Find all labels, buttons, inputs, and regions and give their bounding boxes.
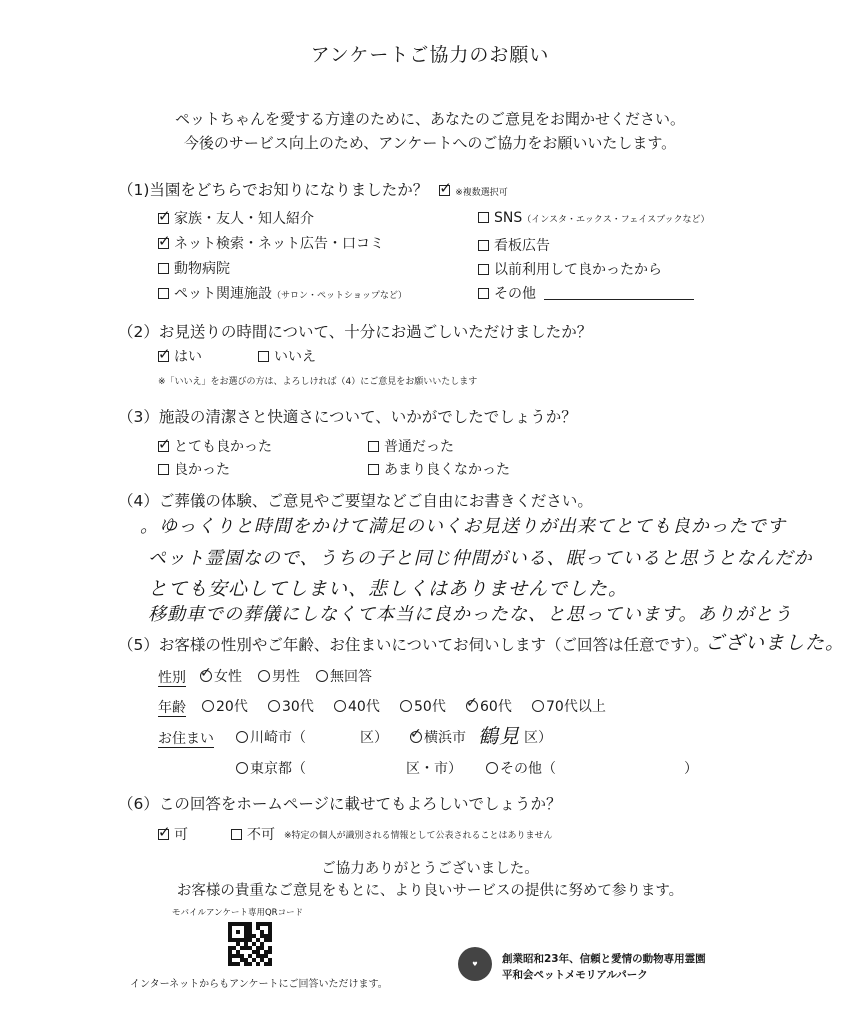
checkbox-icon[interactable] — [158, 288, 169, 299]
age-50s[interactable] — [400, 696, 446, 716]
age-20s[interactable] — [202, 696, 248, 716]
q3-good[interactable] — [158, 459, 230, 479]
q1-multi-note: ※複数選択可 — [455, 188, 508, 198]
option-label: 60代 — [480, 699, 512, 715]
radio-icon[interactable] — [202, 700, 214, 712]
option-label: SNS — [494, 210, 523, 226]
radio-icon[interactable] — [268, 700, 280, 712]
q2-no[interactable] — [258, 346, 316, 366]
gender-label: 性別 — [158, 670, 186, 686]
checkbox-icon[interactable] — [231, 829, 242, 840]
q2-yes[interactable] — [158, 346, 202, 366]
option-label: 東京都（ — [250, 761, 306, 777]
home-other[interactable] — [486, 758, 556, 778]
checkbox-icon[interactable] — [368, 464, 379, 475]
option-sub: （インスタ・エックス・フェイスブックなど） — [522, 215, 710, 225]
q6-label: （6）この回答をホームページに載せてもよろしいでしょうか？ — [118, 795, 562, 813]
radio-icon[interactable] — [400, 700, 412, 712]
option-label: 40代 — [348, 699, 380, 715]
q1-option-other[interactable] — [478, 283, 694, 303]
checkbox-icon[interactable] — [478, 212, 489, 223]
q5-label: （5）お客様の性別やご年齢、お住まいについてお伺いします（ご回答は任意です）。 — [118, 636, 709, 654]
tokyo-ku-shi-close: 区・市） — [406, 761, 462, 777]
option-label: 川崎市（ — [250, 730, 306, 746]
qr-caption: モバイルアンケート専用QRコード — [172, 908, 304, 918]
option-label: 50代 — [414, 699, 446, 715]
home-label: お住まい — [158, 731, 214, 747]
option-label: 家族・友人・知人紹介 — [174, 211, 314, 227]
checkbox-icon[interactable] — [158, 238, 169, 249]
option-label: はい — [174, 349, 202, 365]
yokohama-ku-close: 区） — [524, 730, 552, 746]
q2-note: ※「いいえ」をお選びの方は、よろしければ（4）にご意見をお願いいたします — [158, 377, 478, 387]
option-label: 女性 — [214, 669, 242, 685]
radio-icon[interactable] — [486, 762, 498, 774]
age-60s[interactable] — [466, 696, 512, 716]
q1-option-pet-facility[interactable] — [158, 283, 407, 303]
q1-option-net[interactable] — [158, 233, 384, 253]
option-label: 普通だった — [384, 439, 454, 455]
intro-line-2: 今後のサービス向上のため、アンケートへのご協力をお願いいたします。 — [183, 134, 677, 152]
option-label: 看板広告 — [494, 238, 550, 254]
home-tokyo[interactable] — [236, 758, 306, 778]
q3-not-good[interactable] — [368, 459, 510, 479]
q6-no[interactable] — [231, 824, 275, 844]
option-label: 無回答 — [330, 669, 372, 685]
company-logo-icon: ♥ — [458, 947, 492, 981]
q1-option-prior-use[interactable] — [478, 259, 662, 279]
handwriting-line-4: 移動車での葬儀にしなくて本当に良かったな、と思っています。ありがとう — [148, 604, 793, 625]
option-label: あまり良くなかった — [384, 462, 510, 478]
option-label: 男性 — [272, 669, 300, 685]
option-label: 不可 — [247, 827, 275, 843]
other-blank-line[interactable] — [544, 298, 694, 300]
q3-normal[interactable] — [368, 436, 454, 456]
radio-icon[interactable] — [532, 700, 544, 712]
q1-label — [118, 178, 508, 200]
company-name: 平和会ペットメモリアルパーク — [502, 969, 648, 981]
option-sub: （サロン・ペットショップなど） — [272, 291, 407, 301]
age-40s[interactable] — [334, 696, 380, 716]
radio-icon[interactable] — [258, 670, 270, 682]
checkbox-icon[interactable] — [258, 351, 269, 362]
checkbox-icon[interactable] — [158, 464, 169, 475]
checkbox-icon[interactable] — [478, 240, 489, 251]
option-label: 可 — [174, 827, 188, 843]
q1-option-sign[interactable] — [478, 235, 550, 255]
gender-none[interactable] — [316, 666, 372, 686]
company-tagline: 創業昭和23年、信頼と愛情の動物専用霊園 — [502, 953, 706, 965]
radio-icon[interactable] — [410, 731, 422, 743]
age-70s-plus[interactable] — [532, 696, 606, 716]
radio-icon[interactable] — [236, 731, 248, 743]
thanks-line-2: お客様の貴重なご意見をもとに、より良いサービスの提供に努めて参ります。 — [176, 883, 684, 899]
radio-icon[interactable] — [236, 762, 248, 774]
option-label: その他 — [494, 286, 536, 302]
intro-line-1: ペットちゃんを愛する方達のために、あなたのご意見をお聞かせください。 — [174, 110, 685, 128]
option-label: とても良かった — [174, 439, 272, 455]
checkbox-icon[interactable] — [158, 351, 169, 362]
option-label: 70代以上 — [546, 699, 606, 715]
multi-select-checkbox-icon — [439, 185, 450, 196]
checkbox-icon[interactable] — [158, 829, 169, 840]
q1-option-vet[interactable] — [158, 258, 230, 278]
radio-icon[interactable] — [466, 700, 478, 712]
handwriting-line-1: 。ゆっくりと時間をかけて満足のいくお見送りが出来てとても良かったです — [140, 516, 786, 537]
checkbox-icon[interactable] — [478, 288, 489, 299]
checkbox-icon[interactable] — [158, 263, 169, 274]
gender-female[interactable] — [200, 666, 242, 686]
option-label: 以前利用して良かったから — [494, 262, 662, 278]
radio-icon[interactable] — [316, 670, 328, 682]
other-close: ） — [684, 761, 698, 777]
checkbox-icon[interactable] — [158, 441, 169, 452]
radio-icon[interactable] — [200, 670, 212, 682]
option-label: いいえ — [274, 349, 316, 365]
handwriting-line-3: とても安心してしまい、悲しくはありませんでした。 — [148, 578, 629, 600]
q2-label: （2）お見送りの時間について、十分にお過ごしいただけましたか？ — [118, 323, 593, 341]
qr-code-icon[interactable] — [228, 922, 272, 966]
option-label: ペット関連施設 — [174, 286, 272, 302]
radio-icon[interactable] — [334, 700, 346, 712]
kawasaki-ku-close: 区） — [360, 730, 388, 746]
q1-option-family[interactable] — [158, 208, 314, 228]
option-label: 20代 — [216, 699, 248, 715]
internet-note: インターネットからもアンケートにご回答いただけます。 — [130, 979, 388, 990]
home-kawasaki[interactable] — [236, 727, 306, 747]
q4-label: （4）ご葬儀の体験、ご意見やご要望などご自由にお書きください。 — [118, 492, 593, 510]
q6-note: ※特定の個人が識別される情報として公表されることはありません — [284, 831, 553, 841]
thanks-line-1: ご協力ありがとうございました。 — [321, 861, 539, 877]
age-30s[interactable] — [268, 696, 314, 716]
checkbox-icon[interactable] — [158, 213, 169, 224]
q3-very-good[interactable] — [158, 436, 272, 456]
option-label: その他（ — [500, 761, 556, 777]
q1-option-sns[interactable] — [478, 210, 710, 226]
option-label: ネット検索・ネット広告・口コミ — [174, 236, 384, 252]
handwriting-line-5: ございました。 — [705, 632, 846, 654]
q1-label-text: （1)当園をどちらでお知りになりましたか？ — [118, 181, 429, 199]
page-title: アンケートご協力のお願い — [310, 44, 550, 66]
option-label: 横浜市 — [424, 730, 466, 746]
gender-male[interactable] — [258, 666, 300, 686]
home-yokohama[interactable] — [410, 727, 466, 747]
checkbox-icon[interactable] — [368, 441, 379, 452]
yokohama-ward-handwriting: 鶴見 — [478, 724, 520, 748]
option-label: 30代 — [282, 699, 314, 715]
q3-label: （3）施設の清潔さと快適さについて、いかがでしたでしょうか？ — [118, 408, 577, 426]
q6-yes[interactable] — [158, 824, 188, 844]
checkbox-icon[interactable] — [478, 264, 489, 275]
handwriting-line-2: ペット霊園なので、うちの子と同じ仲間がいる、眠っていると思うとなんだか — [148, 548, 813, 569]
age-label: 年齢 — [158, 700, 186, 716]
option-label: 良かった — [174, 462, 230, 478]
option-label: 動物病院 — [174, 261, 230, 277]
